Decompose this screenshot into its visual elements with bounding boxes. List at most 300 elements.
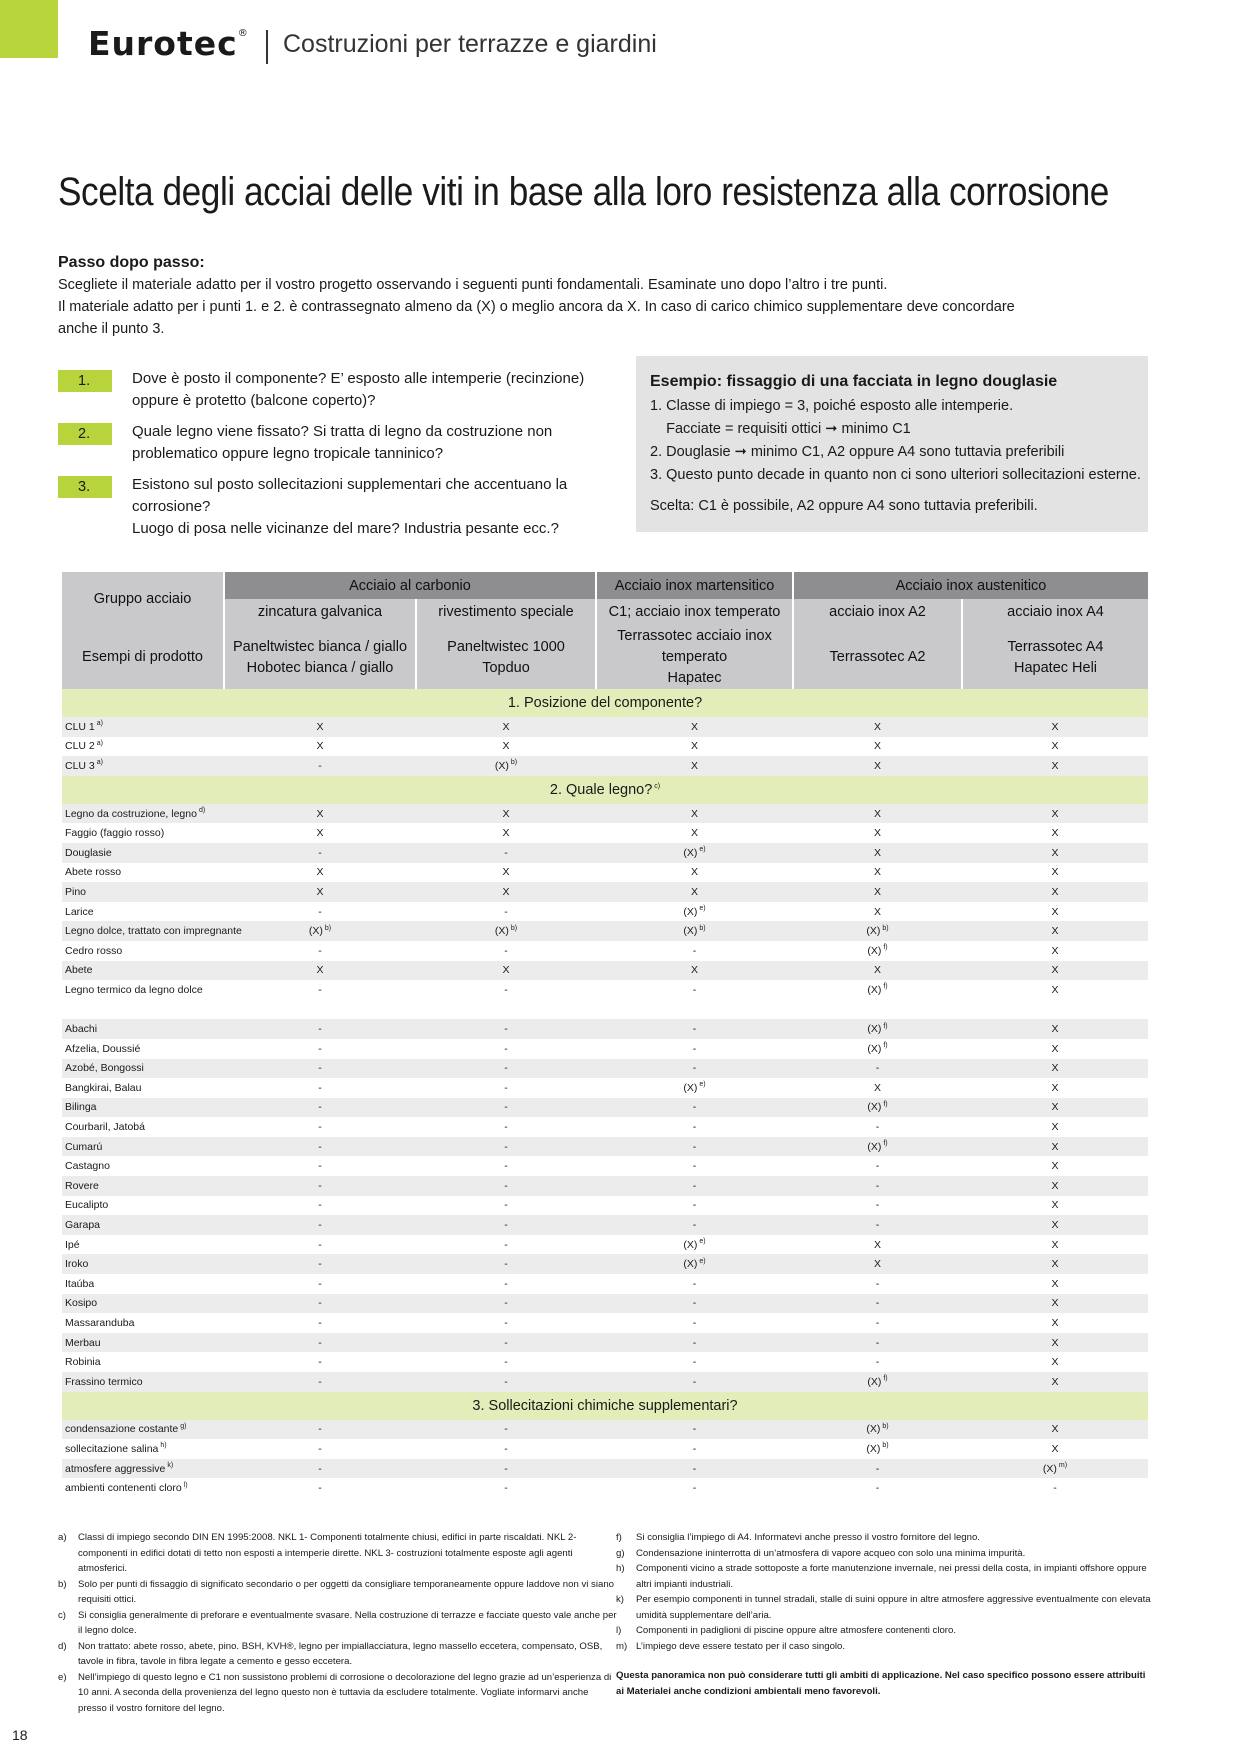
rating-cell: - [318,944,322,957]
rating-cell: X [1051,1081,1059,1094]
rating-cell: X [596,756,793,776]
row-label: atmosfere aggressive $^{k)}$ [62,1459,224,1479]
rating-cell: X [793,961,962,981]
spacer-row [62,1000,1148,1020]
rating-cell: X [873,1081,881,1094]
table-row [62,1039,1148,1059]
rating-cell: (X) $^{e)}$ [683,1238,706,1251]
page-number: 18 [12,1727,28,1743]
footnote: f) Si consiglia l’impiego di A4. Informatevi anche presso il vostro fornitore del legno. [616,1532,980,1543]
group-label-cell: Gruppo acciaio [62,572,224,626]
table-row [62,1313,1148,1333]
row-label: Courbaril, Jatobá [65,1121,145,1134]
rating-cell: - [692,1277,697,1290]
corner-accent [0,0,58,58]
rating-cell: X [962,1333,1148,1353]
rating-cell: X [1051,1199,1059,1212]
rating-cell: - [793,1215,962,1235]
rating-cell: X [224,882,416,902]
footnote: c) Si consiglia generalmente di preforare e eventualmente svasare. Nella costruzione di terrazze e facciate questo vale anche per il legno dolce. [58,1609,617,1636]
rating-cell: - [596,1333,793,1353]
table-row [62,1372,1148,1392]
group-header: Acciaio al carbonio [224,572,596,599]
rating-cell: (X) $^{f)}$ [793,1372,962,1392]
table-body [62,689,1148,1498]
rating-cell: - [318,1042,322,1055]
footnotes-left [58,1530,618,1716]
rating-cell: X [502,740,510,753]
row-label: Afzelia, Doussié [65,1042,141,1055]
rating-cell: - [504,1482,508,1495]
rating-cell: X [962,1420,1148,1440]
row-label: sollecitazione salina $^{h)}$ [65,1442,167,1455]
rating-cell: X [690,866,698,879]
examples-label-cell: Esempi di prodotto [62,626,224,689]
step-number: 2. [58,423,112,445]
steps-list [58,368,618,549]
rating-cell: - [875,1199,880,1212]
step-text [132,421,552,465]
table-row [62,1352,1148,1372]
section-title: 1. Posizione del componente? [62,689,1148,717]
rating-cell: X [690,827,698,840]
rating-cell: - [596,1059,793,1079]
rating-cell: X [962,921,1148,941]
rating-cell: X [416,717,596,737]
rating-cell: - [504,1160,508,1173]
rating-cell: - [224,1176,416,1196]
rating-cell: - [224,1215,416,1235]
step-line: Dove è posto il componente? E’ esposto alle intemperie (recinzione) [132,370,585,387]
row-label: Itaúba [65,1277,95,1290]
table-row [62,980,1148,1000]
rating-cell: - [875,1356,880,1369]
intro-section [58,252,1158,340]
row-label: Legno termico da legno dolce [65,983,203,996]
step-line: Luogo di posa nelle vicinanze del mare? Industria pesante ecc.? [132,520,559,537]
row-label: Abete rosso [65,866,122,879]
rating-cell: X [962,804,1148,824]
rating-cell: X [962,961,1148,981]
table-row [62,804,1148,824]
step-line: Esistono sul posto sollecitazioni supplementari che accentuano la corrosione? [132,476,568,515]
rating-cell: X [962,1176,1148,1196]
rating-cell: - [318,1317,322,1330]
steel-subtype: acciaio inox A4 [962,599,1148,626]
rating-cell: - [416,1254,596,1274]
rating-cell: X [224,804,416,824]
table-row [62,1117,1148,1137]
rating-cell: - [504,1356,508,1369]
steel-selection-table [62,572,1148,1498]
rating-cell: - [504,1121,508,1134]
rating-cell: - [224,1137,416,1157]
rating-cell: - [318,1356,322,1369]
rating-cell: X [793,882,962,902]
rating-cell: - [793,1059,962,1079]
table-row [62,823,1148,843]
table-row [62,756,1148,776]
group-header: Acciaio inox martensitico [596,572,793,599]
rating-cell: - [596,1294,793,1314]
rating-cell: - [224,1294,416,1314]
steel-subtype: zincatura galvanica [224,599,416,626]
rating-cell: X [416,804,596,824]
rating-cell: X [873,827,881,840]
row-label: Faggio (faggio rosso) [65,827,165,840]
rating-cell: - [318,1482,322,1495]
rating-cell: - [224,1420,416,1440]
header-title: Costruzioni per terrazze e giardini [283,30,657,58]
step-number: 3. [58,476,112,498]
rating-cell: - [416,1372,596,1392]
intro-line: anche il punto 3. [58,321,165,337]
row-label: Cedro rosso [65,944,123,957]
rating-cell: X [1051,944,1059,957]
table-row [62,737,1148,757]
rating-cell: - [596,1459,793,1479]
example-heading: Esempio: fissaggio di una facciata in legno douglasie [650,373,1058,390]
rating-cell: - [416,1019,596,1039]
rating-cell: - [224,1333,416,1353]
table-row [62,1274,1148,1294]
footnote: b) Solo per punti di fissaggio di significato secondario o per oggetti da consigliare temporaneamente oppure laddove non vi siano requisiti ottici. [58,1578,614,1605]
example-line: Facciate = requisiti ottici ➞ minimo C1 [650,421,911,437]
page-title: Scelta degli acciai delle viti in base alla loro resistenza alla corrosione [58,170,1109,214]
rating-cell: - [224,1098,416,1118]
rating-cell: - [504,1277,508,1290]
row-label: Iroko [62,1254,224,1274]
rating-cell: (X) $^{f)}$ [867,983,888,996]
rating-cell: X [793,717,962,737]
disclaimer: Questa panoramica non può considerare tutti gli ambiti di applicazione. Nel caso specifico possono essere attribuiti ai Materialei anche condizioni ambientali meno favorevoli. [616,1670,1146,1697]
rating-cell: - [504,1042,508,1055]
rating-cell: - [416,1333,596,1353]
rating-cell: - [596,1215,793,1235]
rating-cell: - [416,1294,596,1314]
rating-cell: - [596,1019,793,1039]
rating-cell: (X) $^{b)}$ [866,1442,889,1455]
rating-cell: - [416,843,596,863]
rating-cell: X [962,1254,1148,1274]
rating-cell: - [224,1059,416,1079]
rating-cell: - [596,1420,793,1440]
rating-cell: X [1051,1442,1059,1455]
row-label: Azobé, Bongossi [62,1059,224,1079]
rating-cell: - [416,1215,596,1235]
rating-cell: - [875,1160,880,1173]
footnote: l) Componenti in padiglioni di piscine oppure altre atmosfere contenenti cloro. [616,1625,956,1636]
rating-cell: X [316,827,324,840]
rating-cell: - [318,1121,322,1134]
row-label: Legno da costruzione, legno $^{d)}$ [62,804,224,824]
table-row [62,1478,1148,1498]
row-label: Ipé [65,1238,80,1251]
example-line: 3. Questo punto decade in quanto non ci sono ulteriori sollecitazioni esterne. [650,467,1141,483]
row-label: Legno dolce, trattato con impregnante [62,921,224,941]
rating-cell: X [1051,1317,1059,1330]
table-row [62,1215,1148,1235]
rating-cell: X [962,1098,1148,1118]
row-label: Rovere [62,1176,224,1196]
step-line: problematico oppure legno tropicale tanninico? [132,445,444,462]
rating-cell: X [1051,827,1059,840]
rating-cell: - [692,1199,697,1212]
example-line: 2. Douglasie ➞ minimo C1, A2 oppure A4 sono tuttavia preferibili [650,444,1065,460]
header-separator [266,30,268,64]
rating-cell: (X) $^{b)}$ [596,921,793,941]
table-row [62,961,1148,981]
rating-cell: X [873,866,881,879]
rating-cell: - [504,1317,508,1330]
step-item [58,421,618,465]
table-row [62,1254,1148,1274]
footnote: a) Classi di impiego secondo DIN EN 1995:2008. NKL 1- Componenti totalmente chiusi, edifici in parte riscaldati. NKL 2- componenti in edifici dotati di tetto non esposti a intemperie dirette. NKL 3- costruzioni totalmente esposte agli agenti atmosferici. [58,1532,577,1574]
rating-cell: - [875,1317,880,1330]
table-row [62,921,1148,941]
table-row [62,1078,1148,1098]
rating-cell: - [692,1356,697,1369]
rating-cell: - [596,1372,793,1392]
rating-cell: - [504,905,508,918]
rating-cell: - [318,1277,322,1290]
table-row [62,1156,1148,1176]
step-line: oppure è protetto (balcone coperto)? [132,392,376,409]
table-row [62,882,1148,902]
table-row [62,1019,1148,1039]
rating-cell: - [416,1420,596,1440]
rating-cell: - [416,1098,596,1118]
intro-heading: Passo dopo passo: [58,254,205,271]
row-label: CLU 3 $^{a)}$ [62,756,224,776]
product-example: Terrassotec A2 [793,626,962,689]
row-label: Massaranduba [65,1317,135,1330]
rating-cell: X [316,740,324,753]
product-example: Paneltwistec bianca / giallo Hobotec bianca / giallo [224,626,416,689]
rating-cell: - [318,905,322,918]
rating-cell: - [416,1137,596,1157]
table-row [62,1059,1148,1079]
row-label: Castagno [65,1160,110,1173]
rating-cell: X [873,905,881,918]
rating-cell: - [416,1459,596,1479]
row-label: Cumarú [62,1137,224,1157]
rating-cell: X [1051,1160,1059,1173]
rating-cell: X [962,843,1148,863]
rating-cell: (X) $^{b)}$ [793,921,962,941]
rating-cell: (X) $^{f)}$ [867,1042,888,1055]
rating-cell: X [962,717,1148,737]
row-label: Larice [65,905,94,918]
rating-cell: X [873,1238,881,1251]
table-row [62,1176,1148,1196]
rating-cell: X [1051,983,1059,996]
example-box [636,356,1148,532]
product-example: Paneltwistec 1000 Topduo [416,626,596,689]
rating-cell: (X) $^{e)}$ [596,843,793,863]
table-row [62,1294,1148,1314]
rating-cell: X [1051,1277,1059,1290]
rating-cell: - [596,1137,793,1157]
rating-cell: X [962,1215,1148,1235]
rating-cell: X [690,740,698,753]
rating-cell: - [793,1333,962,1353]
rating-cell: - [793,1294,962,1314]
rating-cell: X [962,882,1148,902]
rating-cell: - [224,1019,416,1039]
rating-cell: (X) $^{m)}$ [962,1459,1148,1479]
rating-cell: - [692,1121,697,1134]
rating-cell: - [692,1160,697,1173]
row-label: Eucalipto [65,1199,109,1212]
footnotes-right [616,1530,1156,1699]
row-label: Abachi [62,1019,224,1039]
section-title: 2. Quale legno? $^{c)}$ [62,776,1148,804]
rating-cell: - [692,1042,697,1055]
table-row [62,1235,1148,1255]
rating-cell: (X) $^{f)}$ [793,1019,962,1039]
row-label: Douglasie [62,843,224,863]
section-title: 3. Sollecitazioni chimiche supplementari? [62,1392,1148,1420]
rating-cell: - [416,1059,596,1079]
rating-cell: X [416,882,596,902]
row-label: Abete [62,961,224,981]
table-row [62,902,1148,922]
rating-cell: - [504,1442,508,1455]
rating-cell: - [504,944,508,957]
rating-cell: X [224,717,416,737]
rating-cell: X [873,740,881,753]
table-row [62,941,1148,961]
rating-cell: - [692,1442,697,1455]
step-item [58,474,618,540]
rating-cell: (X) $^{b)}$ [224,921,416,941]
rating-cell: X [962,1372,1148,1392]
rating-cell: (X) $^{e)}$ [683,905,706,918]
step-text [132,474,618,540]
rating-cell: X [1051,740,1059,753]
row-label: Garapa [62,1215,224,1235]
product-example: Terrassotec acciaio inox temperato Hapatec [596,626,793,689]
row-label: Robinia [65,1356,101,1369]
row-label: Merbau [62,1333,224,1353]
rating-cell: X [793,756,962,776]
rating-cell: (X) $^{b)}$ [416,921,596,941]
rating-cell: (X) $^{e)}$ [683,1081,706,1094]
rating-cell: X [793,843,962,863]
rating-cell: (X) $^{f)}$ [793,1137,962,1157]
footnote: d) Non trattato: abete rosso, abete, pino. BSH, KVH®, legno per impiallacciatura, legno massello eccetera, compensato, OSB, tavole in fibra, tavole in fibra legate a cemento e gesso eccetera. [58,1640,603,1667]
rating-cell: (X) $^{b)}$ [416,756,596,776]
rating-cell: - [224,756,416,776]
rating-cell: X [962,1019,1148,1039]
rating-cell: X [416,961,596,981]
row-label: Bilinga [62,1098,224,1118]
rating-cell: X [596,882,793,902]
row-label: ambienti contenenti cloro $^{l)}$ [65,1481,188,1495]
intro-line: Scegliete il materiale adatto per il vostro progetto osservando i seguenti punti fondamentali. Esaminate uno dopo l’altro i tre punti. [58,277,888,293]
step-item [58,368,618,412]
rating-cell: - [692,1482,697,1495]
table-row [62,717,1148,737]
intro-line: Il materiale adatto per i punti 1. e 2. è contrassegnato almeno da (X) o meglio ancora da X. In caso di carico chimico supplementare deve concordare [58,299,1015,315]
rating-cell: X [1051,1121,1059,1134]
rating-cell: - [875,1277,880,1290]
section-header [62,1392,1148,1420]
rating-cell: X [596,717,793,737]
rating-cell: X [1051,1238,1059,1251]
row-label: Pino [62,882,224,902]
rating-cell: X [596,804,793,824]
step-line: Quale legno viene fissato? Si tratta di legno da costruzione non [132,423,553,440]
rating-cell: X [1051,1042,1059,1055]
eurotec-logo: Eurotec® [88,24,249,63]
rating-cell: - [793,1459,962,1479]
rating-cell: - [224,1459,416,1479]
rating-cell: - [504,1238,508,1251]
row-label: CLU 2 $^{a)}$ [65,739,103,753]
row-label: CLU 1 $^{a)}$ [62,717,224,737]
rating-cell: X [962,1059,1148,1079]
product-example: Terrassotec A4 Hapatec Heli [962,626,1148,689]
rating-cell: - [692,1317,697,1330]
rating-cell: - [504,1199,508,1212]
rating-cell: - [692,944,697,957]
rating-cell: - [318,1442,322,1455]
rating-cell: - [596,1098,793,1118]
row-label: Frassino termico [62,1372,224,1392]
rating-cell: - [224,1254,416,1274]
table-row [62,1196,1148,1216]
rating-cell: - [318,1160,322,1173]
example-line: 1. Classe di impiego = 3, poiché esposto alle intemperie. [650,398,1014,414]
steel-subtype: C1; acciaio inox temperato [596,599,793,626]
rating-cell: (X) $^{f)}$ [867,944,888,957]
step-text [132,368,584,412]
footnote: k) Per esempio componenti in tunnel stradali, stalle di suini oppure in altre atmosfere aggressive eventualmente con elevata umidità supplementare dell’aria. [616,1594,1151,1621]
table-row [62,1333,1148,1353]
row-label: Kosipo [62,1294,224,1314]
row-label: condensazione costante $^{g)}$ [62,1420,224,1440]
rating-cell: - [504,983,508,996]
footnote: m) L’impiego deve essere testato per il caso singolo. [616,1640,846,1652]
rating-cell: (X) $^{f)}$ [793,1098,962,1118]
rating-cell: X [502,866,510,879]
table-row [62,863,1148,883]
row-label: Bangkirai, Balau [65,1081,142,1094]
rating-cell: - [224,1372,416,1392]
rating-cell: - [875,1482,880,1495]
rating-cell: X [502,827,510,840]
rating-cell: - [1053,1482,1057,1495]
rating-cell: - [596,1176,793,1196]
rating-cell: - [224,843,416,863]
rating-cell: - [504,1081,508,1094]
rating-cell: X [962,1294,1148,1314]
footnote: h) Componenti vicino a strade sottoposte a forte manutenzione invernale, nei pressi della costa, in impianti offshore oppure altri impianti industriali. [616,1563,1147,1590]
step-number: 1. [58,370,112,392]
rating-cell: - [318,1238,322,1251]
section-header [62,689,1148,717]
rating-cell: - [692,983,697,996]
table-row [62,1420,1148,1440]
section-header [62,776,1148,804]
rating-cell: X [793,804,962,824]
rating-cell: X [1051,1356,1059,1369]
table-row [62,1459,1148,1479]
rating-cell: X [224,961,416,981]
example-conclusion: Scelta: C1 è possibile, A2 oppure A4 sono tuttavia preferibili. [650,498,1038,514]
